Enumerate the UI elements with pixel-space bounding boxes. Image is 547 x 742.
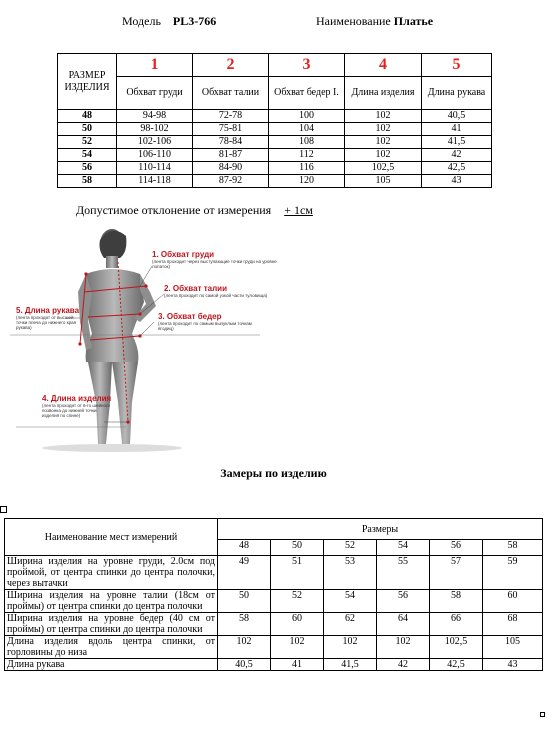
table-cell: 68 <box>483 613 543 636</box>
table-cell: 102 <box>377 636 430 659</box>
measurement-figure <box>0 222 290 462</box>
column-number: 4 <box>345 54 422 77</box>
column-header: Длина рукава <box>422 77 492 110</box>
place-header <box>5 519 218 556</box>
table-cell: 108 <box>269 136 345 149</box>
section-title: Замеры по изделию <box>220 466 327 480</box>
table-cell: 60 <box>483 590 543 613</box>
table-cell: 50 <box>218 590 271 613</box>
garment-measurements-table <box>4 518 543 671</box>
table-cell: 41 <box>422 123 492 136</box>
table-cell: 55 <box>377 556 430 590</box>
table-cell: 102,5 <box>345 162 422 175</box>
label-waist <box>164 284 274 298</box>
table-row <box>58 110 492 123</box>
table-cell: 110-114 <box>117 162 193 175</box>
label-bust <box>152 250 282 269</box>
table-cell: 66 <box>430 613 483 636</box>
model-line <box>122 14 216 29</box>
size-header: 52 <box>324 540 377 556</box>
label-description: (лента проходит от высшей точки плеча до нижнего края рукава) <box>16 315 77 330</box>
table-cell: 112 <box>269 149 345 162</box>
table-cell: 102 <box>218 636 271 659</box>
size-corner-label: РАЗМЕР ИЗДЕЛИЯ <box>64 69 110 93</box>
table-cell: 40,5 <box>218 659 271 671</box>
table-cell: 120 <box>269 175 345 188</box>
tolerance-text: Допустимое отклонение от измерения <box>76 203 272 217</box>
column-header: Обхват бедер I. <box>269 77 345 110</box>
table-cell: 98-102 <box>117 123 193 136</box>
table-cell: 64 <box>377 613 430 636</box>
table-cell: 59 <box>483 556 543 590</box>
table-cell: 57 <box>430 556 483 590</box>
tolerance-value: + 1см <box>284 203 313 217</box>
table-cell: 56 <box>377 590 430 613</box>
table-cell: 102 <box>324 636 377 659</box>
size-header: 48 <box>218 540 271 556</box>
table-cell: 105 <box>483 636 543 659</box>
table-cell: 41,5 <box>324 659 377 671</box>
table-cell: 102 <box>345 110 422 123</box>
table-cell: 40,5 <box>422 110 492 123</box>
label-title: 5. Длина рукава <box>16 306 80 315</box>
table-row <box>58 136 492 149</box>
table-cell: 41,5 <box>422 136 492 149</box>
table-cell: 102,5 <box>430 636 483 659</box>
label-description: (лента проходит от 6-го шейного позвонка до нижней точки изделия по спине) <box>42 403 110 418</box>
tolerance-note <box>76 203 313 218</box>
document-header <box>0 14 547 32</box>
size-table <box>57 53 492 188</box>
size-cell: 54 <box>58 149 117 162</box>
table-row <box>5 556 543 590</box>
table-cell: 106-110 <box>117 149 193 162</box>
table-cell: 102 <box>345 149 422 162</box>
column-number: 5 <box>422 54 492 77</box>
column-header: Обхват талии <box>193 77 269 110</box>
row-label: Ширина изделия на уровне груди, 2.0см под проймой, от центра спинки до центра полочки, через вытачки <box>5 556 218 590</box>
table-cell: 52 <box>271 590 324 613</box>
label-sleeve <box>16 306 80 330</box>
table-cell: 78-84 <box>193 136 269 149</box>
table-cell: 60 <box>271 613 324 636</box>
table-cell: 75-81 <box>193 123 269 136</box>
table-cell: 114-118 <box>117 175 193 188</box>
table-cell: 81-87 <box>193 149 269 162</box>
size-header: 56 <box>430 540 483 556</box>
model-label: Модель <box>122 14 161 28</box>
size-corner-cell <box>58 54 117 110</box>
table-cell: 42 <box>377 659 430 671</box>
table-cell: 94-98 <box>117 110 193 123</box>
row-label: Ширина изделия на уровне талии (18см от проймы) от центра спинки до центра полочки <box>5 590 218 613</box>
model-value: PL3-766 <box>172 14 217 28</box>
row-label: Ширина изделия на уровне бедер (40 см от проймы) от центра спинки до центра полочки <box>5 613 218 636</box>
table-row <box>58 175 492 188</box>
table-cell: 43 <box>422 175 492 188</box>
table-cell: 53 <box>324 556 377 590</box>
size-cell: 52 <box>58 136 117 149</box>
table-cell: 102 <box>345 136 422 149</box>
name-value: Платье <box>393 14 434 28</box>
place-header-label: Наименование мест измерений <box>44 531 178 543</box>
table-cell: 51 <box>271 556 324 590</box>
row-label: Длина изделия вдоль центра спинки, от горловины до низа <box>5 636 218 659</box>
column-header: Длина изделия <box>345 77 422 110</box>
table-cell: 42,5 <box>422 162 492 175</box>
table-cell: 43 <box>483 659 543 671</box>
label-description: (лента проходит по самым выпуклым точкам ягодиц) <box>158 321 252 331</box>
label-title: 1. Обхват груди <box>152 250 215 259</box>
table-cell: 105 <box>345 175 422 188</box>
table-cell: 87-92 <box>193 175 269 188</box>
table-cell: 102-106 <box>117 136 193 149</box>
table-row <box>5 636 543 659</box>
table-cell: 42 <box>422 149 492 162</box>
column-number: 2 <box>193 54 269 77</box>
table-row <box>5 590 543 613</box>
table-cell: 49 <box>218 556 271 590</box>
table-row <box>58 149 492 162</box>
table-cell: 104 <box>269 123 345 136</box>
label-hips <box>158 312 266 331</box>
table-cell: 102 <box>271 636 324 659</box>
label-description: (лента проходит через выступающие точки груди на уровне лопаток) <box>152 259 277 269</box>
sizes-header: Размеры <box>218 519 543 540</box>
table-cell: 116 <box>269 162 345 175</box>
product-name-line <box>316 14 433 29</box>
table-row <box>5 613 543 636</box>
size-cell: 56 <box>58 162 117 175</box>
table-resize-handle[interactable] <box>540 712 545 717</box>
label-title: 3. Обхват бедер <box>158 312 222 321</box>
size-header: 50 <box>271 540 324 556</box>
size-header: 58 <box>483 540 543 556</box>
table-row <box>58 123 492 136</box>
size-cell: 58 <box>58 175 117 188</box>
table-cell: 100 <box>269 110 345 123</box>
table-cell: 58 <box>430 590 483 613</box>
table-cell: 41 <box>271 659 324 671</box>
column-number: 3 <box>269 54 345 77</box>
table-cell: 84-90 <box>193 162 269 175</box>
label-description: (лента проходит по самой узкой части туловища) <box>164 293 268 298</box>
size-cell: 48 <box>58 110 117 123</box>
table-move-handle[interactable] <box>0 506 7 513</box>
table-row <box>58 162 492 175</box>
row-label: Длина рукава <box>5 659 218 671</box>
size-header: 54 <box>377 540 430 556</box>
label-length <box>42 394 110 418</box>
table-cell: 62 <box>324 613 377 636</box>
table-cell: 58 <box>218 613 271 636</box>
size-cell: 50 <box>58 123 117 136</box>
table-cell: 102 <box>345 123 422 136</box>
column-header: Обхват груди <box>117 77 193 110</box>
name-label: Наименование <box>316 14 391 28</box>
label-title: 4. Длина изделия <box>42 394 112 403</box>
table-cell: 54 <box>324 590 377 613</box>
label-title: 2. Обхват талии <box>164 284 227 293</box>
table-row <box>5 659 543 671</box>
table-cell: 72-78 <box>193 110 269 123</box>
column-number: 1 <box>117 54 193 77</box>
table-cell: 42,5 <box>430 659 483 671</box>
